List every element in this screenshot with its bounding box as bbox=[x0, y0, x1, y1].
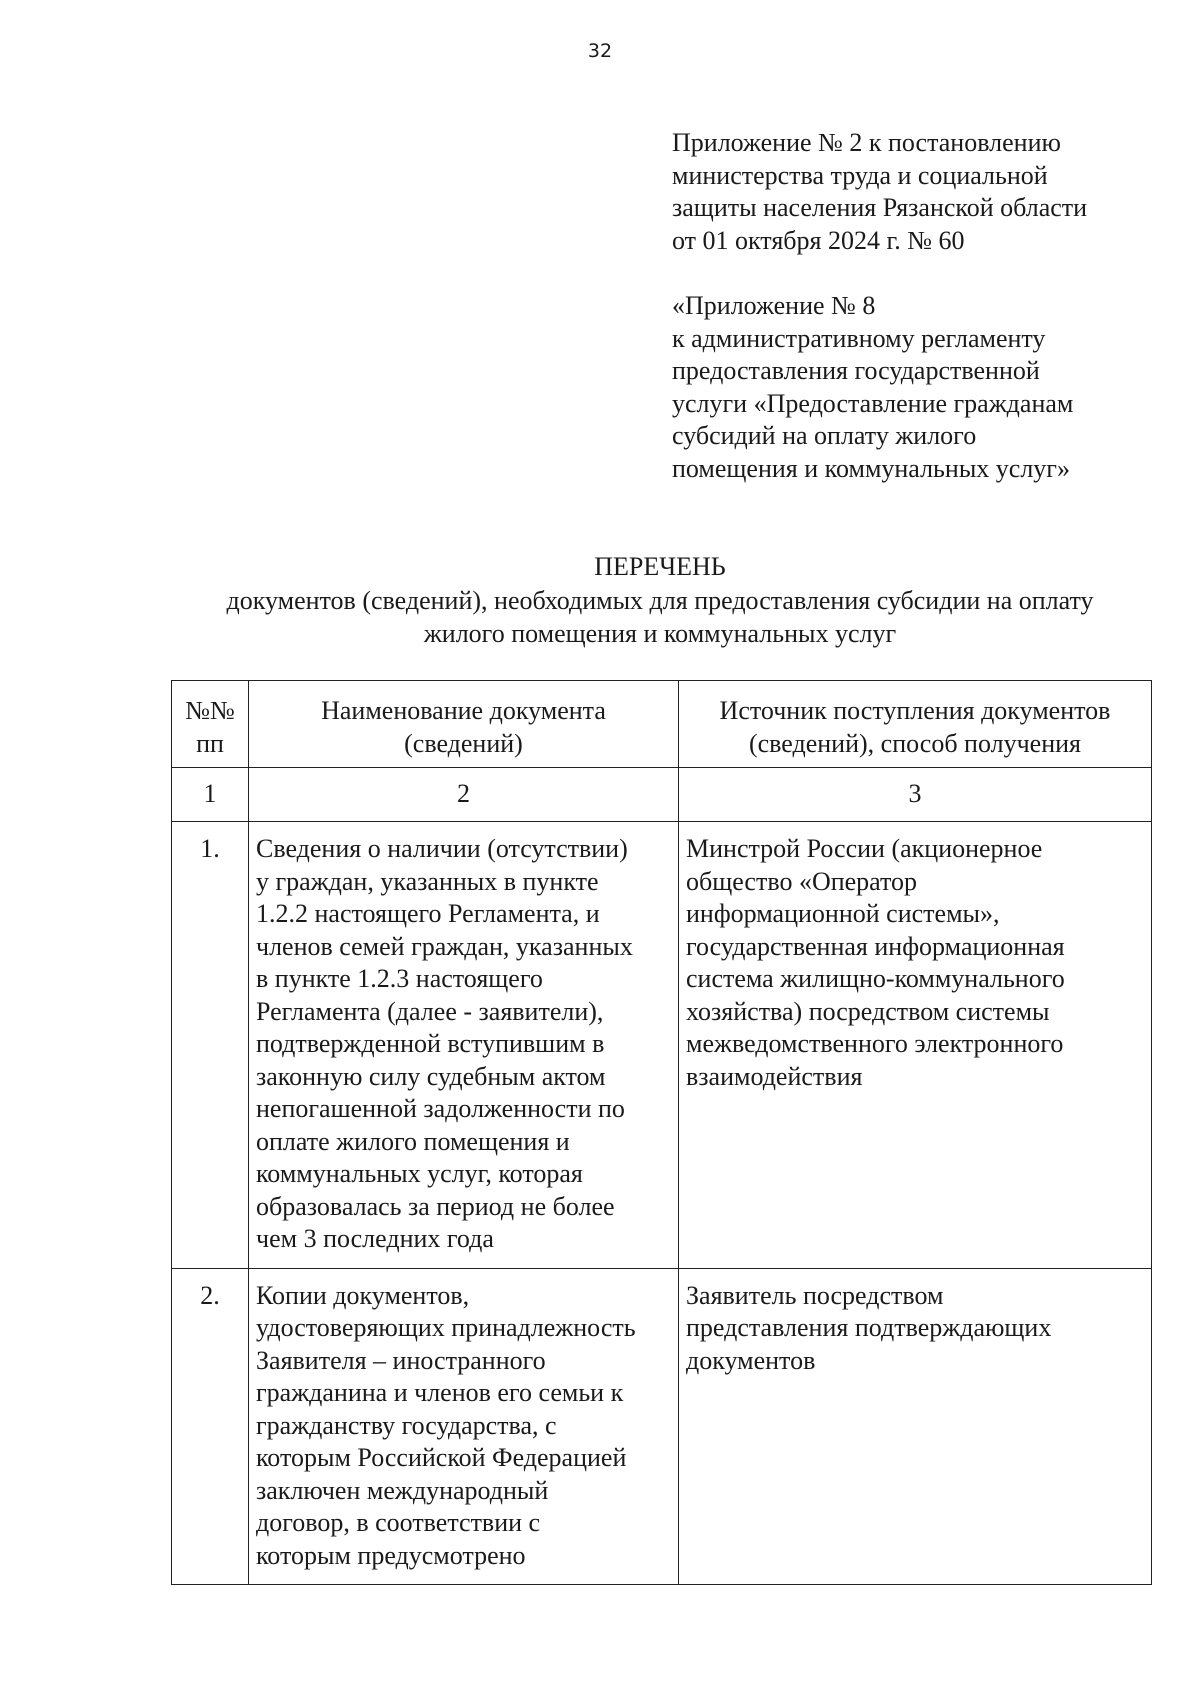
column-number-row bbox=[172, 768, 1152, 822]
subtitle-line: документов (сведений), необходимых для предоставления субсидии на оплату bbox=[226, 586, 1094, 615]
subtitle-line: жилого помещения и коммунальных услуг bbox=[423, 619, 897, 648]
cell-line: общество «Оператор bbox=[686, 866, 918, 896]
cell-line: коммунальных услуг, которая bbox=[256, 1159, 583, 1188]
cell-line: которым предусмотрено bbox=[256, 1540, 526, 1570]
header-line: пп bbox=[196, 728, 224, 758]
appendix-line: помещения и коммунальных услуг» bbox=[672, 453, 1070, 483]
cell-line: подтвержденной вступившим в bbox=[256, 1029, 605, 1058]
cell-line: Заявителя – иностранного bbox=[256, 1345, 546, 1375]
table-row bbox=[172, 1268, 1152, 1585]
cell-line: гражданина и членов его семьи к bbox=[256, 1378, 624, 1407]
document-title: ПЕРЕЧЕНЬ bbox=[594, 552, 726, 581]
header-number bbox=[172, 681, 249, 768]
cell-line: Заявитель посредством bbox=[686, 1280, 944, 1310]
header-line: Источник поступления документов bbox=[719, 696, 1111, 725]
cell-line: государственная информационная bbox=[686, 931, 1065, 961]
cell-line: межведомственного электронного bbox=[686, 1029, 1064, 1058]
cell-line: образовалась за период не более bbox=[256, 1191, 615, 1221]
cell-line: у граждан, указанных в пункте bbox=[256, 866, 599, 896]
cell-line: хозяйства) посредством системы bbox=[686, 996, 1050, 1026]
cell-line: чем 3 последних года bbox=[256, 1224, 494, 1253]
cell-line: Копии документов, bbox=[256, 1280, 470, 1310]
cell-line: оплате жилого помещения и bbox=[256, 1126, 570, 1156]
cell-line: система жилищно-коммунального bbox=[686, 964, 1065, 993]
appendix-line: министерства труда и социальной bbox=[672, 160, 1048, 190]
cell-line: членов семей граждан, указанных bbox=[256, 931, 633, 961]
table-row bbox=[172, 822, 1152, 1269]
appendix-line: «Приложение № 8 bbox=[672, 291, 876, 320]
cell-line: которым Российской Федерацией bbox=[256, 1443, 627, 1472]
appendix-line: субсидий на оплату жилого bbox=[672, 421, 977, 450]
column-number: 3 bbox=[679, 768, 1152, 822]
appendix-line: к административному регламенту bbox=[672, 323, 1046, 353]
row-source bbox=[679, 1268, 1152, 1585]
header-document-name bbox=[249, 681, 679, 768]
cell-line: гражданству государства, с bbox=[256, 1410, 557, 1440]
cell-line: удостоверяющих принадлежность bbox=[256, 1313, 636, 1342]
column-number: 2 bbox=[249, 768, 679, 822]
cell-line: 1.2.2 настоящего Регламента, и bbox=[256, 899, 600, 928]
cell-line: представления подтверждающих bbox=[686, 1313, 1052, 1342]
cell-line: Минстрой России (акционерное bbox=[686, 834, 1043, 863]
table-header-row bbox=[172, 681, 1152, 768]
row-document-name bbox=[249, 822, 679, 1269]
appendix-line: услуги «Предоставление гражданам bbox=[672, 388, 1074, 418]
page-number: 32 bbox=[587, 40, 613, 62]
appendix-line: предоставления государственной bbox=[672, 356, 1040, 385]
regulation-appendix-block bbox=[672, 290, 1172, 485]
cell-line: непогашенной задолженности по bbox=[256, 1094, 625, 1123]
cell-line: законную силу судебным актом bbox=[256, 1061, 606, 1091]
row-number: 1. bbox=[172, 822, 249, 1269]
row-number: 2. bbox=[172, 1268, 249, 1585]
appendix-reference-block bbox=[672, 127, 1172, 257]
row-document-name bbox=[249, 1268, 679, 1585]
header-line: (сведений), способ получения bbox=[748, 728, 1081, 758]
cell-line: информационной системы», bbox=[686, 899, 1000, 928]
cell-line: договор, в соответствии с bbox=[256, 1508, 541, 1537]
cell-line: Сведения о наличии (отсутствии) bbox=[256, 834, 628, 863]
cell-line: документов bbox=[686, 1345, 816, 1375]
appendix-line: от 01 октября 2024 г. № 60 bbox=[672, 225, 965, 255]
cell-line: взаимодействия bbox=[686, 1061, 863, 1091]
row-source bbox=[679, 822, 1152, 1269]
cell-line: в пункте 1.2.3 настоящего bbox=[256, 964, 543, 993]
appendix-line: Приложение № 2 к постановлению bbox=[672, 128, 1061, 157]
header-source bbox=[679, 681, 1152, 768]
cell-line: заключен международный bbox=[256, 1475, 549, 1505]
cell-line: Регламента (далее - заявители), bbox=[256, 996, 604, 1026]
header-line: №№ bbox=[185, 696, 235, 725]
header-line: Наименование документа bbox=[321, 696, 606, 725]
column-number: 1 bbox=[172, 768, 249, 822]
document-subtitle bbox=[170, 584, 1150, 650]
appendix-line: защиты населения Рязанской области bbox=[672, 193, 1088, 222]
documents-table bbox=[171, 680, 1152, 1585]
header-line: (сведений) bbox=[404, 728, 523, 758]
